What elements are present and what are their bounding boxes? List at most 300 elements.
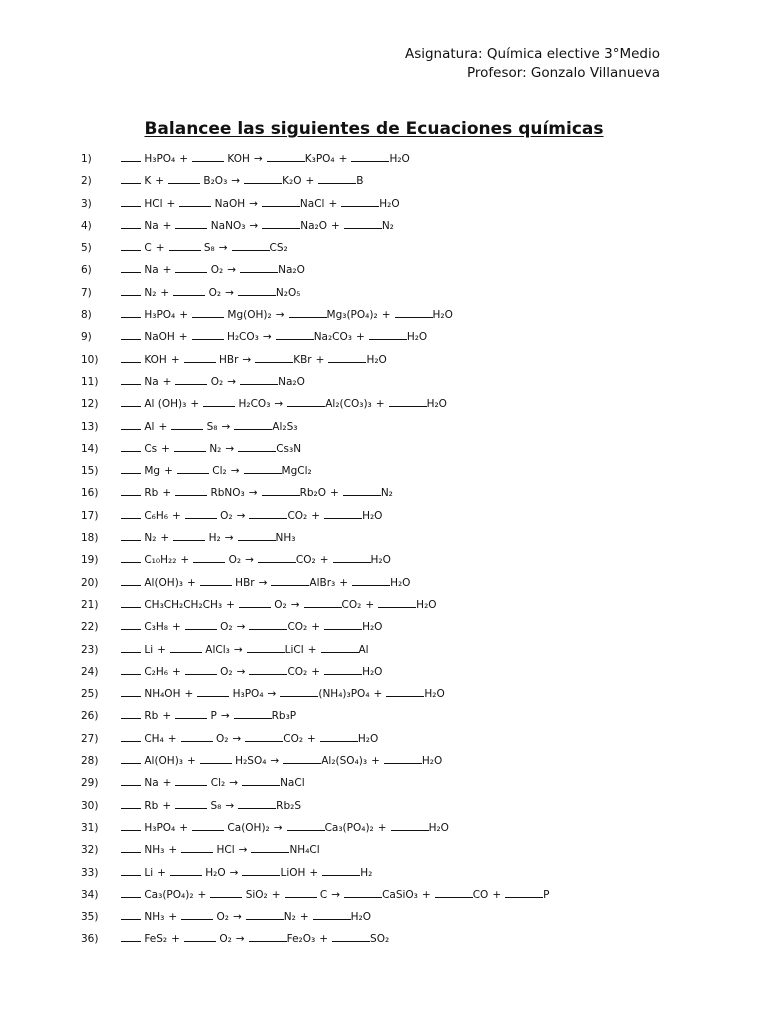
formula: NaOH	[144, 331, 175, 344]
equation-row	[81, 239, 721, 261]
equation-body	[121, 484, 393, 502]
plus-sign: +	[311, 509, 321, 522]
equation-body	[121, 150, 410, 168]
formula: CH₄	[144, 732, 164, 745]
coefficient-blank[interactable]	[352, 574, 390, 586]
arrow-icon: →	[248, 487, 258, 500]
coefficient-blank[interactable]	[384, 752, 422, 764]
coefficient-blank[interactable]	[121, 707, 141, 719]
formula: P	[210, 710, 217, 723]
coefficient-blank[interactable]	[121, 663, 141, 675]
equation-number: 3)	[81, 197, 92, 210]
coefficient-blank[interactable]	[324, 618, 362, 630]
coefficient-blank[interactable]	[171, 418, 203, 430]
coefficient-blank[interactable]	[121, 841, 141, 853]
formula: Al (OH)₃	[144, 398, 187, 411]
formula: Li	[144, 866, 154, 879]
coefficient-blank[interactable]	[121, 306, 141, 318]
formula: Cs₃N	[276, 442, 302, 455]
coefficient-blank[interactable]	[318, 172, 356, 184]
plus-sign: +	[492, 888, 502, 901]
equation-body	[121, 440, 301, 458]
coefficient-blank[interactable]	[324, 663, 362, 675]
equation-row	[81, 195, 721, 217]
formula: CO₂	[287, 665, 308, 678]
equation-number: 34)	[81, 888, 99, 901]
coefficient-blank[interactable]	[238, 797, 276, 809]
coefficient-blank[interactable]	[267, 150, 305, 162]
equation-body	[121, 284, 300, 302]
coefficient-blank[interactable]	[395, 306, 433, 318]
formula: CO₂	[287, 509, 308, 522]
plus-sign: +	[184, 688, 194, 701]
coefficient-blank[interactable]	[234, 418, 272, 430]
arrow-icon: →	[245, 554, 254, 567]
equation-number: 5)	[81, 242, 92, 255]
equation-body	[121, 462, 312, 480]
plus-sign: +	[315, 353, 325, 366]
arrow-icon: →	[233, 643, 243, 656]
equation-number: 31)	[81, 821, 99, 834]
formula: Ca₃(PO₄)₂	[324, 821, 374, 834]
coefficient-blank[interactable]	[121, 195, 141, 207]
coefficient-blank[interactable]	[435, 886, 473, 898]
coefficient-blank[interactable]	[249, 663, 287, 675]
equation-number: 14)	[81, 442, 99, 455]
formula: H₂O	[421, 755, 443, 768]
coefficient-blank[interactable]	[378, 596, 416, 608]
coefficient-blank[interactable]	[332, 930, 370, 942]
formula: NH₄Cl	[289, 844, 320, 857]
arrow-icon: →	[258, 576, 268, 589]
coefficient-blank[interactable]	[121, 418, 141, 430]
coefficient-blank[interactable]	[181, 730, 213, 742]
plus-sign: +	[307, 732, 316, 745]
equation-body	[121, 551, 391, 569]
plus-sign: +	[162, 219, 172, 232]
formula: N₂O₅	[275, 286, 301, 299]
plus-sign: +	[160, 532, 170, 545]
formula: H₂O	[362, 665, 383, 678]
coefficient-blank[interactable]	[192, 819, 224, 831]
plus-sign: +	[179, 821, 189, 834]
coefficient-blank[interactable]	[185, 618, 217, 630]
equation-number: 7)	[81, 286, 92, 299]
arrow-icon: →	[275, 309, 285, 322]
coefficient-blank[interactable]	[173, 284, 205, 296]
coefficient-blank[interactable]	[121, 440, 141, 452]
equation-number: 19)	[81, 554, 99, 567]
coefficient-blank[interactable]	[232, 239, 270, 251]
coefficient-blank[interactable]	[121, 819, 141, 831]
formula: O₂	[274, 598, 287, 611]
equation-row	[81, 641, 721, 663]
formula: O₂	[215, 732, 229, 745]
coefficient-blank[interactable]	[184, 930, 216, 942]
equation-row	[81, 484, 721, 506]
coefficient-blank[interactable]	[175, 797, 207, 809]
equation-row	[81, 663, 721, 685]
formula: N₂	[380, 487, 393, 500]
coefficient-blank[interactable]	[203, 395, 235, 407]
arrow-icon: →	[236, 509, 246, 522]
coefficient-blank[interactable]	[369, 328, 407, 340]
plus-sign: +	[178, 331, 188, 344]
coefficient-blank[interactable]	[121, 462, 141, 474]
coefficient-blank[interactable]	[173, 529, 205, 541]
coefficient-blank[interactable]	[351, 150, 389, 162]
plus-sign: +	[172, 665, 181, 678]
coefficient-blank[interactable]	[184, 351, 216, 363]
coefficient-blank[interactable]	[185, 663, 217, 675]
formula: N₂	[144, 532, 157, 545]
arrow-icon: →	[231, 175, 241, 188]
equation-body	[121, 752, 442, 770]
coefficient-blank[interactable]	[121, 172, 141, 184]
equation-number: 36)	[81, 933, 99, 946]
formula: H₂O	[362, 621, 383, 634]
plus-sign: +	[161, 442, 170, 455]
formula: CO₂	[287, 621, 308, 634]
arrow-icon: →	[236, 621, 246, 634]
coefficient-blank[interactable]	[200, 752, 232, 764]
arrow-icon: →	[224, 532, 234, 545]
coefficient-blank[interactable]	[240, 373, 278, 385]
formula: H₂O	[424, 688, 445, 701]
formula: H₃PO₄	[144, 821, 176, 834]
coefficient-blank[interactable]	[238, 284, 276, 296]
arrow-icon: →	[242, 353, 252, 366]
formula: Cl₂	[210, 777, 226, 790]
coefficient-blank[interactable]	[324, 507, 362, 519]
formula: Fe₂O₃	[286, 933, 316, 946]
formula: Li	[144, 643, 154, 656]
coefficient-blank[interactable]	[175, 261, 207, 273]
coefficient-blank[interactable]	[121, 373, 141, 385]
equation-row	[81, 462, 721, 484]
coefficient-blank[interactable]	[200, 574, 232, 586]
formula: O₂	[220, 509, 233, 522]
formula: C₂H₆	[144, 665, 168, 678]
coefficient-blank[interactable]	[328, 351, 366, 363]
coefficient-blank[interactable]	[283, 752, 321, 764]
coefficient-blank[interactable]	[255, 351, 293, 363]
coefficient-blank[interactable]	[121, 797, 141, 809]
plus-sign: +	[339, 576, 349, 589]
coefficient-blank[interactable]	[262, 195, 300, 207]
coefficient-blank[interactable]	[246, 908, 284, 920]
coefficient-blank[interactable]	[174, 440, 206, 452]
equation-body	[121, 596, 437, 614]
equation-row	[81, 797, 721, 819]
plus-sign: +	[331, 219, 340, 232]
coefficient-blank[interactable]	[121, 730, 141, 742]
coefficient-blank[interactable]	[168, 172, 200, 184]
coefficient-blank[interactable]	[121, 752, 141, 764]
coefficient-blank[interactable]	[391, 819, 429, 831]
coefficient-blank[interactable]	[245, 730, 283, 742]
formula: CS₂	[269, 242, 288, 255]
formula: NaNO₃	[210, 219, 246, 232]
coefficient-blank[interactable]	[285, 886, 317, 898]
coefficient-blank[interactable]	[121, 261, 141, 273]
coefficient-blank[interactable]	[121, 774, 141, 786]
coefficient-blank[interactable]	[121, 574, 141, 586]
plus-sign: +	[162, 710, 172, 723]
plus-sign: +	[171, 933, 180, 946]
equation-body	[121, 641, 369, 659]
coefficient-blank[interactable]	[251, 841, 289, 853]
coefficient-blank[interactable]	[175, 217, 207, 229]
coefficient-blank[interactable]	[121, 239, 141, 251]
equation-row	[81, 841, 721, 863]
equation-body	[121, 261, 305, 279]
coefficient-blank[interactable]	[121, 395, 141, 407]
formula: NaOH	[214, 197, 246, 210]
formula: S₈	[203, 242, 215, 255]
plus-sign: +	[319, 933, 329, 946]
equation-row	[81, 774, 721, 796]
arrow-icon: →	[331, 888, 341, 901]
formula: Na	[144, 264, 159, 277]
coefficient-blank[interactable]	[276, 328, 314, 340]
plus-sign: +	[167, 732, 177, 745]
coefficient-blank[interactable]	[262, 484, 300, 496]
arrow-icon: →	[290, 598, 300, 611]
formula: H₂	[208, 532, 221, 545]
equation-number: 18)	[81, 532, 99, 545]
equation-row	[81, 284, 721, 306]
coefficient-blank[interactable]	[242, 864, 280, 876]
coefficient-blank[interactable]	[344, 217, 382, 229]
equation-row	[81, 551, 721, 573]
equation-body	[121, 239, 288, 257]
plus-sign: +	[381, 309, 391, 322]
equation-row	[81, 707, 721, 729]
formula: FeS₂	[144, 933, 168, 946]
coefficient-blank[interactable]	[247, 641, 285, 653]
coefficient-blank[interactable]	[170, 864, 202, 876]
equation-body	[121, 774, 305, 792]
formula: N₂	[144, 286, 157, 299]
arrow-icon: →	[267, 688, 277, 701]
coefficient-blank[interactable]	[185, 507, 217, 519]
arrow-icon: →	[235, 933, 245, 946]
coefficient-blank[interactable]	[287, 395, 325, 407]
arrow-icon: →	[249, 197, 258, 210]
coefficient-blank[interactable]	[192, 306, 224, 318]
coefficient-blank[interactable]	[121, 618, 141, 630]
coefficient-blank[interactable]	[244, 462, 282, 474]
formula: N₂	[209, 442, 222, 455]
coefficient-blank[interactable]	[181, 841, 213, 853]
coefficient-blank[interactable]	[271, 574, 309, 586]
formula: Al	[358, 643, 369, 656]
coefficient-blank[interactable]	[238, 440, 276, 452]
equation-row	[81, 172, 721, 194]
formula: S₈	[206, 420, 218, 433]
formula: H₃PO₄	[144, 309, 176, 322]
formula: H₂O	[370, 554, 391, 567]
equation-row	[81, 529, 721, 551]
coefficient-blank[interactable]	[121, 930, 141, 942]
formula: Al₂S₃	[272, 420, 298, 433]
equation-number: 33)	[81, 866, 99, 879]
arrow-icon: →	[232, 732, 242, 745]
coefficient-blank[interactable]	[175, 484, 207, 496]
coefficient-blank[interactable]	[234, 707, 272, 719]
plus-sign: +	[162, 777, 172, 790]
coefficient-blank[interactable]	[121, 685, 141, 697]
equation-number: 23)	[81, 643, 99, 656]
coefficient-blank[interactable]	[170, 641, 202, 653]
coefficient-blank[interactable]	[121, 529, 141, 541]
coefficient-blank[interactable]	[249, 507, 287, 519]
equation-row	[81, 685, 721, 707]
equation-number: 25)	[81, 688, 99, 701]
coefficient-blank[interactable]	[322, 864, 360, 876]
coefficient-blank[interactable]	[179, 195, 211, 207]
formula: CO₂	[341, 598, 362, 611]
equation-number: 9)	[81, 331, 92, 344]
formula: S₈	[210, 799, 222, 812]
coefficient-blank[interactable]	[175, 373, 207, 385]
arrow-icon: →	[227, 375, 237, 388]
formula: H₂O	[389, 153, 410, 165]
arrow-icon: →	[232, 911, 242, 924]
coefficient-blank[interactable]	[121, 864, 141, 876]
formula: N₂	[283, 911, 296, 924]
coefficient-blank[interactable]	[289, 306, 327, 318]
coefficient-blank[interactable]	[320, 730, 358, 742]
coefficient-blank[interactable]	[344, 886, 382, 898]
equation-number: 12)	[81, 398, 99, 411]
coefficient-blank[interactable]	[121, 351, 141, 363]
coefficient-blank[interactable]	[389, 395, 427, 407]
plus-sign: +	[375, 398, 385, 411]
coefficient-blank[interactable]	[343, 484, 381, 496]
formula: CO₂	[283, 732, 304, 745]
equation-body	[121, 574, 410, 592]
equation-number: 35)	[81, 911, 99, 924]
coefficient-blank[interactable]	[341, 195, 379, 207]
equation-number: 32)	[81, 844, 99, 857]
coefficient-blank[interactable]	[304, 596, 342, 608]
coefficient-blank[interactable]	[121, 328, 141, 340]
coefficient-blank[interactable]	[280, 685, 318, 697]
coefficient-blank[interactable]	[121, 484, 141, 496]
arrow-icon: →	[229, 866, 239, 879]
coefficient-blank[interactable]	[239, 596, 271, 608]
equation-body	[121, 819, 449, 837]
coefficient-blank[interactable]	[177, 462, 209, 474]
coefficient-blank[interactable]	[121, 908, 141, 920]
coefficient-blank[interactable]	[121, 507, 141, 519]
equation-row	[81, 150, 721, 172]
formula: K₃PO₄	[304, 153, 335, 165]
formula: H₂O	[379, 197, 400, 210]
equation-number: 24)	[81, 665, 99, 678]
coefficient-blank[interactable]	[505, 886, 543, 898]
coefficient-blank[interactable]	[244, 172, 282, 184]
coefficient-blank[interactable]	[121, 284, 141, 296]
coefficient-blank[interactable]	[242, 774, 280, 786]
coefficient-blank[interactable]	[192, 328, 224, 340]
formula: H₂CO₃	[226, 331, 259, 344]
coefficient-blank[interactable]	[175, 774, 207, 786]
coefficient-blank[interactable]	[249, 930, 287, 942]
formula: Al₂(CO₃)₃	[325, 398, 372, 411]
formula: H₂O	[428, 821, 449, 834]
plus-sign: +	[328, 197, 338, 210]
coefficient-blank[interactable]	[193, 551, 225, 563]
coefficient-blank[interactable]	[333, 551, 371, 563]
formula: H₂O	[406, 331, 428, 344]
coefficient-blank[interactable]	[121, 641, 141, 653]
equation-number: 1)	[81, 153, 92, 165]
coefficient-blank[interactable]	[121, 217, 141, 229]
coefficient-blank[interactable]	[258, 551, 296, 563]
arrow-icon: →	[218, 242, 228, 255]
equation-body	[121, 507, 382, 525]
coefficient-blank[interactable]	[240, 261, 278, 273]
coefficient-blank[interactable]	[386, 685, 424, 697]
equation-row	[81, 373, 721, 395]
coefficient-blank[interactable]	[121, 551, 141, 563]
equation-number: 17)	[81, 509, 99, 522]
coefficient-blank[interactable]	[121, 886, 141, 898]
coefficient-blank[interactable]	[181, 908, 213, 920]
plus-sign: +	[309, 866, 319, 879]
coefficient-blank[interactable]	[121, 596, 141, 608]
coefficient-blank[interactable]	[175, 707, 207, 719]
formula: Cs	[144, 442, 158, 455]
equation-row	[81, 930, 721, 952]
coefficient-blank[interactable]	[210, 886, 242, 898]
coefficient-blank[interactable]	[121, 150, 141, 162]
equation-number: 2)	[81, 175, 92, 188]
formula: Rb	[144, 799, 159, 812]
formula: C	[144, 242, 152, 255]
equation-number: 21)	[81, 598, 99, 611]
coefficient-blank[interactable]	[321, 641, 359, 653]
formula: Al₂(SO₄)₃	[321, 755, 368, 768]
coefficient-blank[interactable]	[262, 217, 300, 229]
equation-body	[121, 930, 389, 948]
equation-row	[81, 395, 721, 417]
formula: Na₂O	[278, 264, 305, 277]
arrow-icon: →	[273, 821, 283, 834]
equation-number: 26)	[81, 710, 99, 723]
formula: H₂SO₄	[235, 755, 267, 768]
coefficient-blank[interactable]	[313, 908, 351, 920]
coefficient-blank[interactable]	[192, 150, 224, 162]
formula: MgCl₂	[281, 465, 312, 478]
coefficient-blank[interactable]	[197, 685, 229, 697]
formula: Rb₃P	[271, 710, 297, 723]
coefficient-blank[interactable]	[169, 239, 201, 251]
formula: C₃H₈	[144, 621, 168, 634]
plus-sign: +	[172, 621, 181, 634]
formula: KOH	[144, 353, 167, 366]
coefficient-blank[interactable]	[238, 529, 276, 541]
plus-sign: +	[330, 487, 339, 500]
arrow-icon: →	[221, 420, 231, 433]
arrow-icon: →	[249, 219, 259, 232]
coefficient-blank[interactable]	[287, 819, 325, 831]
coefficient-blank[interactable]	[249, 618, 287, 630]
formula: NaCl	[299, 197, 325, 210]
